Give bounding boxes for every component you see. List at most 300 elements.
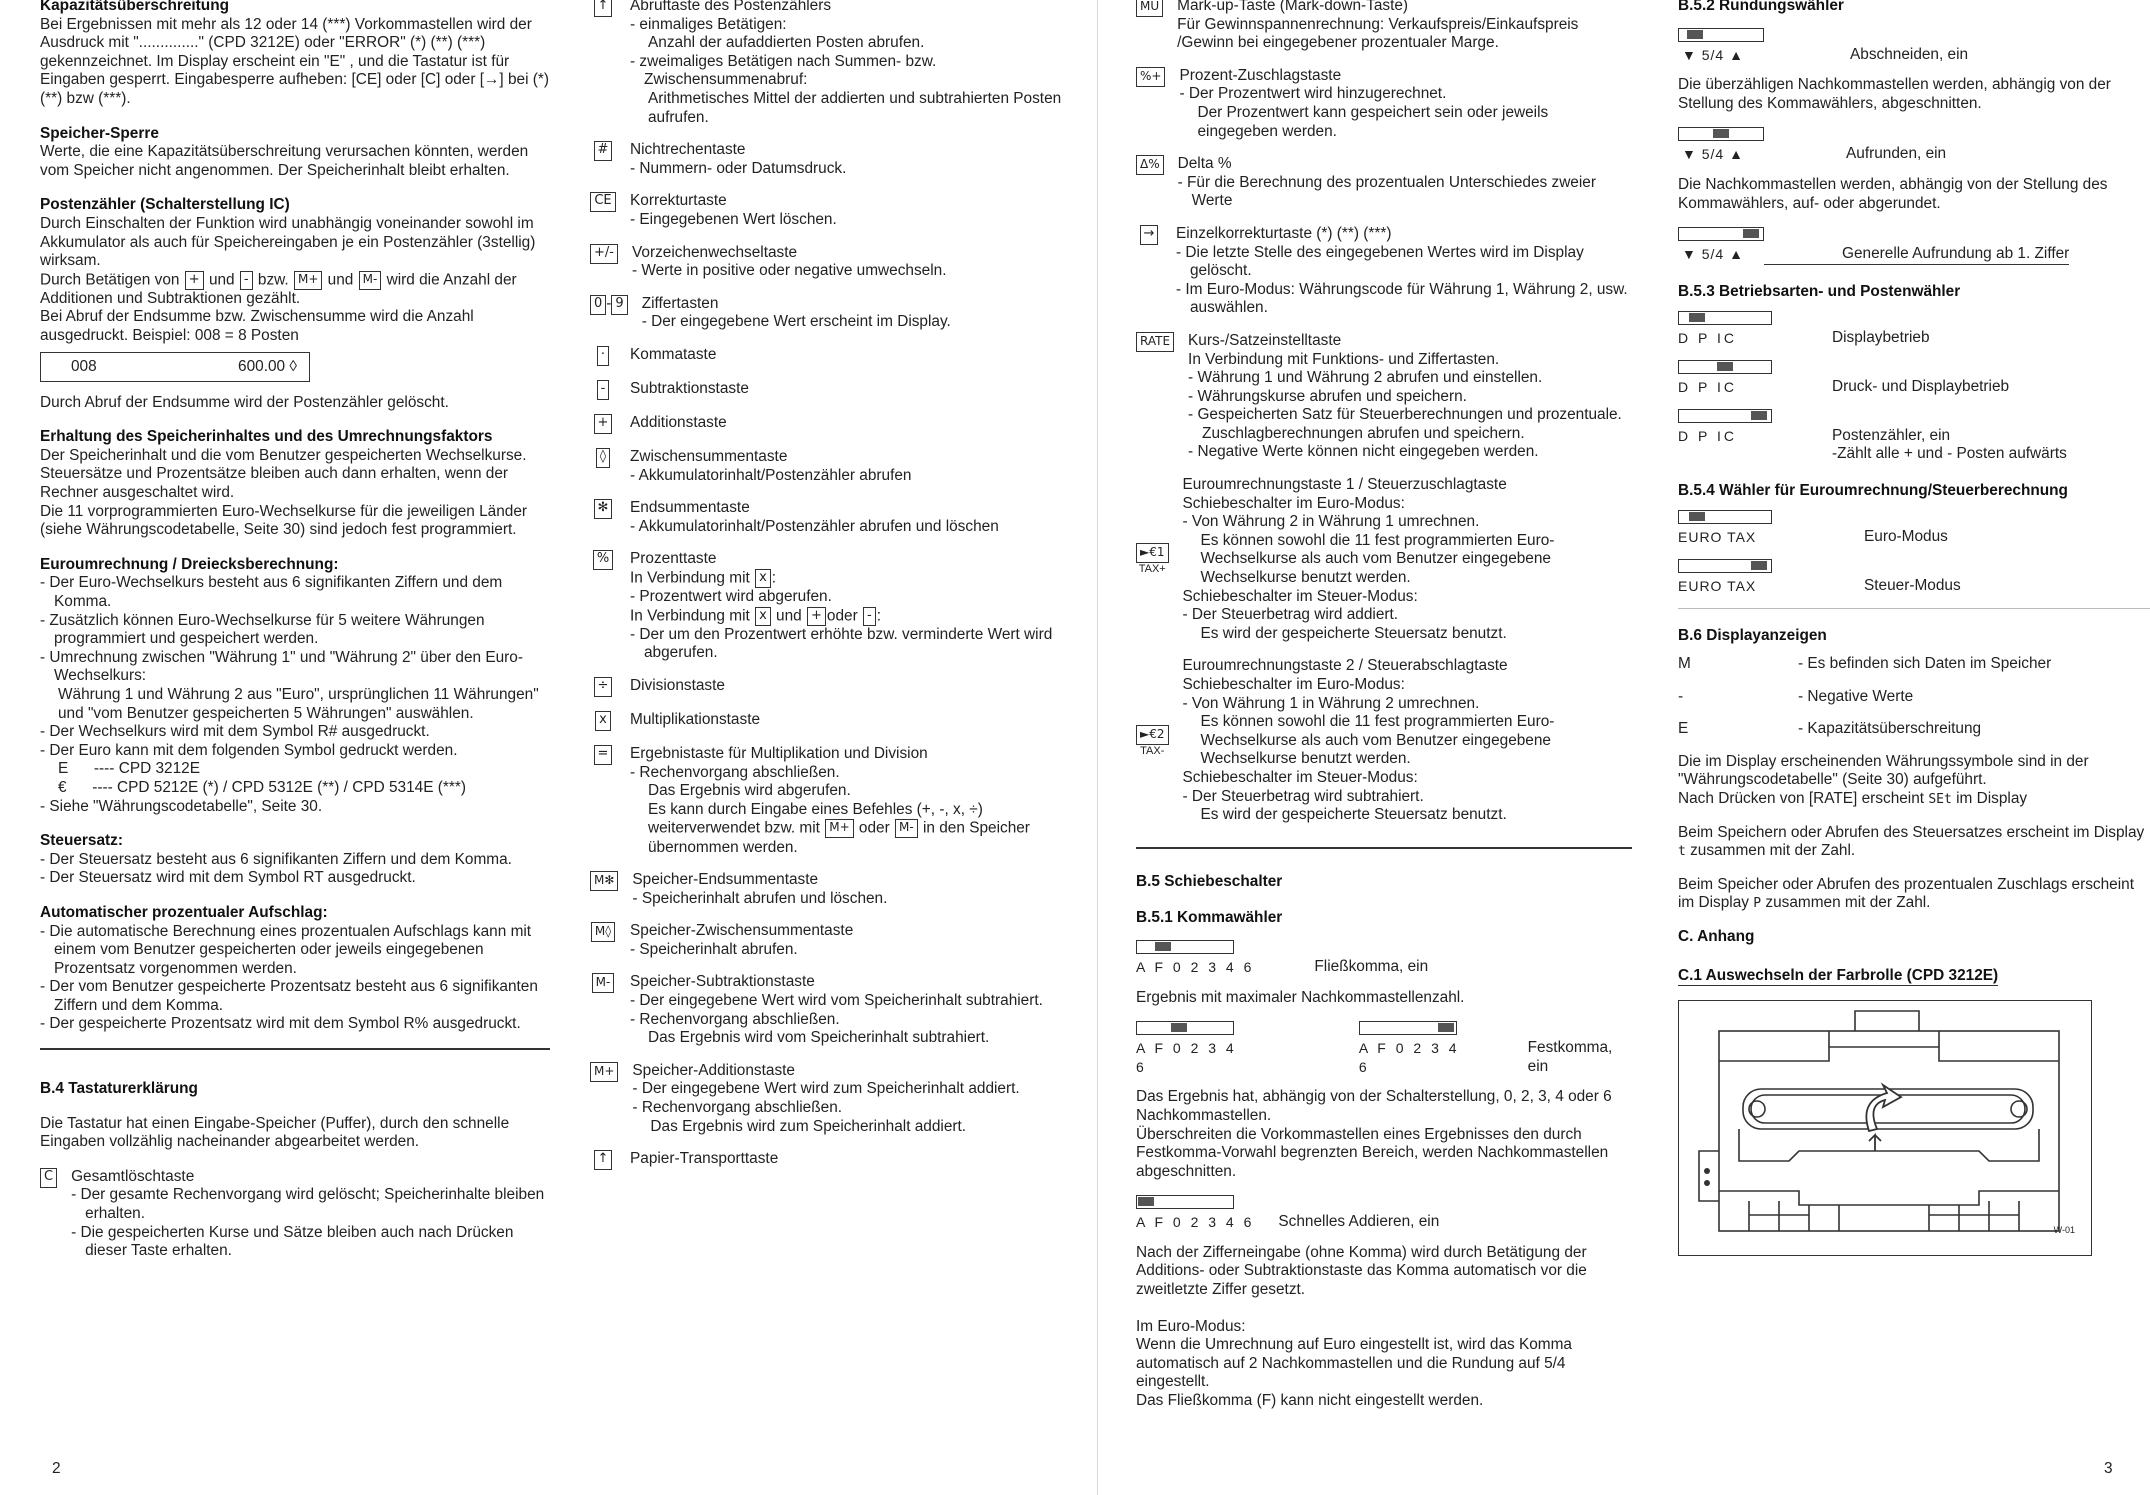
- minus-key-icon: -: [863, 607, 876, 626]
- text: :: [876, 607, 881, 625]
- text: bzw.: [257, 271, 289, 289]
- paragraph: Durch Einschalten der Funktion wird unabhängig voneinander sowohl im Akkumulator als auch für Speichereingaben je ein Postenzähler (3stellig) wirksam.: [40, 214, 536, 270]
- list-item: - Der um den Prozentwert erhöhte bzw. verminderte Wert wird abgerufen.: [630, 626, 1070, 663]
- page-number: 2: [52, 1460, 61, 1478]
- ribbon-replacement-figure: [1678, 1000, 2092, 1256]
- switch-scale: A F 0 2 3 4 6: [1136, 1040, 1237, 1075]
- heading: C. Anhang: [1678, 928, 1755, 946]
- percent-plus-key-icon: %+: [1136, 67, 1165, 87]
- display-symbol: E: [1678, 720, 1689, 738]
- key-title: Prozent-Zuschlagstaste: [1179, 66, 1342, 84]
- switch-scale: ▼ 5/4 ▲: [1682, 46, 1744, 63]
- switch-track: [1136, 940, 1234, 954]
- list-item: - Der eingegebene Wert erscheint im Display.: [642, 313, 1070, 332]
- paragraph: Ergebnis mit maximaler Nachkommastellenzahl.: [1136, 988, 1465, 1006]
- paragraph: Bei Abruf der Endsumme bzw. Zwischensumme wird die Anzahl ausgedruckt. Beispiel: 008 = 8 Posten: [40, 308, 474, 345]
- key-entry-euro-2: [1136, 657, 1632, 824]
- switch-knob: [1689, 512, 1705, 521]
- switch-diagram: [1678, 227, 1764, 264]
- list-subitem: E ---- CPD 3212E: [58, 760, 200, 778]
- text: Beim Speicher oder Abrufen des prozentualen Zuschlags erscheint im Display: [1678, 875, 2134, 912]
- key-title: Einzelkorrekturtaste (*) (**) (***): [1176, 224, 1392, 242]
- key-entry-rate: [1136, 332, 1632, 462]
- switch-knob: [1751, 561, 1767, 570]
- display-symbol: P: [1753, 896, 1762, 912]
- list-subitem: Das Ergebnis wird abgerufen.: [648, 782, 851, 800]
- paragraph: Schiebeschalter im Euro-Modus:: [1182, 676, 1405, 693]
- switch-text-line: -Zählt alle + und - Posten aufwärts: [1832, 445, 2067, 463]
- key-title: Delta %: [1177, 155, 1232, 173]
- paragraph: Das Ergebnis hat, abhängig von der Schalterstellung, 0, 2, 3, 4 oder 6 Nachkommastellen.: [1136, 1088, 1612, 1124]
- paragraph: Die 11 vorprogrammierten Euro-Wechselkurse für die jeweiligen Länder (siehe Währungscodetabelle, Seite 30) sind jedoch fest programmiert.: [40, 502, 528, 539]
- switch-diagram: [1359, 1021, 1472, 1076]
- heading: B.4 Tastaturerklärung: [40, 1080, 198, 1098]
- switch-row-tax: [1678, 559, 2150, 596]
- switch-row-euro: [1678, 510, 2150, 547]
- list-item: - Der gespeicherte Prozentsatz wird mit dem Symbol R% ausgedruckt.: [40, 1015, 550, 1034]
- heading: B.5 Schiebeschalter: [1136, 872, 1283, 890]
- multiply-key-icon: x: [595, 711, 611, 731]
- list-subitem: Es wird der gespeicherte Steuersatz benutzt.: [1200, 624, 1507, 642]
- switch-knob: [1171, 1023, 1187, 1032]
- list-item: - Der Steuerbetrag wird subtrahiert.: [1183, 788, 1633, 807]
- key-title: Speicher-Additionstaste: [632, 1061, 795, 1079]
- switch-row-counter: [1678, 409, 2150, 464]
- paragraph: [1678, 790, 2150, 810]
- item-count-key-icon: ↑: [594, 0, 613, 17]
- paragraph: Bei Ergebnissen mit mehr als 12 oder 14 (***) Vorkommastellen wird der Ausdruck mit ".............." (CPD 3212E) oder "ERROR" (*) (**) (***) gekennzeichnet. Im Display erscheint ein "E" , und die Tastatur ist für Eingaben gesperrt. Eingabesperre aufheben: [CE] oder [C] oder [→] bei (*) (**) bzw (***).: [40, 15, 550, 107]
- paragraph: Der Speicherinhalt und die vom Benutzer gespeicherten Wechselkurse. Steuersätze und Prozentsätze bleiben auch dann erhalten, wenn der Rechner ausgeschaltet wird.: [40, 446, 527, 502]
- heading: Speicher-Sperre: [40, 124, 159, 142]
- paragraph: Die Nachkommastellen werden, abhängig von der Stellung des Kommawählers, auf- oder abgerundet.: [1678, 175, 2108, 212]
- decimal-key-icon: ·: [597, 346, 609, 366]
- switch-row-fixed: [1136, 1021, 1632, 1076]
- memory-minus-key-icon: M-: [359, 271, 382, 290]
- switch-diagram: [1678, 127, 1764, 164]
- paragraph: Die im Display erscheinenden Währungssymbole sind in der "Währungscodetabelle" (Seite 30) aufgeführt.: [1678, 752, 2089, 789]
- figure-label: W-01: [2053, 1225, 2075, 1236]
- key-title: Gesamtlöschtaste: [71, 1167, 195, 1185]
- key-title: Additionstaste: [630, 413, 727, 431]
- list-item: - Umrechnung zwischen "Währung 1" und "Währung 2" über den Euro-Wechselkurs:: [40, 649, 550, 686]
- dot-icon: [1704, 1180, 1710, 1186]
- text: im Display: [1956, 790, 2028, 808]
- key-title: Zwischensummentaste: [630, 447, 788, 465]
- heading: B.6 Displayanzeigen: [1678, 626, 1827, 644]
- memory-minus-key-icon: M-: [895, 819, 918, 838]
- switch-diagram: [1136, 1021, 1249, 1076]
- switch-track: [1678, 127, 1764, 141]
- switch-track: [1359, 1021, 1457, 1035]
- list-subitem: Währung 1 und Währung 2 aus "Euro", ursprünglichen 11 Währungen" und "vom Benutzer gespeicherten 5 Währungen" auswählen.: [58, 685, 539, 722]
- euro-2-key-icon: ►€2: [1136, 725, 1169, 745]
- text: oder: [858, 819, 890, 837]
- list-item: - Speicherinhalt abrufen und löschen.: [632, 890, 1070, 909]
- switch-scale: D P IC: [1678, 378, 1737, 395]
- display-symbol: t: [1678, 844, 1686, 860]
- text: Beim Speichern oder Abrufen des Steuersatzes erscheint im Display: [1678, 823, 2145, 841]
- plus-key-icon: +: [185, 271, 204, 290]
- list-subitem: Anzahl der aufaddierten Posten abrufen.: [648, 34, 925, 52]
- key-description: [1188, 332, 1632, 462]
- switch-track: [1678, 311, 1772, 325]
- switch-diagram: [1136, 940, 1254, 977]
- list-item: - Die letzte Stelle des eingegebenen Wertes wird im Display gelöscht.: [1176, 244, 1632, 281]
- switch-knob: [1743, 229, 1759, 238]
- switch-scale: A F 0 2 3 4 6: [1358, 1040, 1460, 1075]
- key-icon-wrap: [1136, 332, 1174, 462]
- text: und: [208, 271, 235, 289]
- key-entry-euro-1: [1136, 476, 1632, 643]
- key-title: Speicher-Endsummentaste: [632, 871, 819, 889]
- list-item: - Im Euro-Modus: Währungscode für Währung 1, Währung 2, usw. auswählen.: [1176, 281, 1632, 318]
- switch-text: Euro-Modus: [1864, 528, 1948, 546]
- list-item: - Währung 1 und Währung 2 abrufen und einstellen.: [1188, 369, 1632, 388]
- percent-key-icon: %: [593, 550, 613, 570]
- paragraph: Im Euro-Modus:: [1136, 1317, 1246, 1335]
- switch-knob: [1687, 30, 1703, 39]
- switch-text: Festkomma, ein: [1527, 1039, 1613, 1075]
- switch-track: [1678, 227, 1764, 241]
- key-description: [1178, 155, 1632, 211]
- paragraph: Die überzähligen Nachkommastellen werden, abhängig von der Stellung des Kommawählers, abgeschnitten.: [1678, 76, 2111, 112]
- list-item: - Der gesamte Rechenvorgang wird gelöscht; Speicherinhalte bleiben erhalten.: [71, 1186, 550, 1223]
- switch-diagram: [1136, 1195, 1254, 1232]
- display-symbol: SEt: [1928, 792, 1952, 808]
- tax-plus-label: TAX+: [1138, 563, 1166, 576]
- switch-row-print: [1678, 360, 2150, 397]
- paragraph: Für Gewinnspannenrechnung: Verkaufspreis/Einkaufspreis /Gewinn bei eingegebener prozentualer Marge.: [1177, 15, 1579, 52]
- paragraph: Schiebeschalter im Steuer-Modus:: [1182, 768, 1418, 786]
- key-entry-delta: [1136, 155, 1632, 211]
- memory-subtotal-key-icon: M◊: [591, 922, 615, 942]
- section-rule: [1678, 608, 2150, 609]
- paragraph: Werte, die eine Kapazitätsüberschreitung verursachen könnten, werden vom Speicher nicht angenommen. Der Speicherinhalt bleibt erhalten.: [40, 143, 529, 179]
- switch-knob: [1438, 1023, 1454, 1032]
- heading: Automatischer prozentualer Aufschlag:: [40, 903, 328, 921]
- switch-scale: EURO TAX: [1678, 529, 1757, 546]
- display-symbol-row: [1678, 720, 2150, 739]
- switch-scale: D P IC: [1678, 330, 1737, 347]
- list-item: - Der Euro-Wechselkurs besteht aus 6 signifikanten Ziffern und dem Komma.: [40, 574, 550, 611]
- text: In Verbindung mit: [630, 569, 750, 587]
- list-item: - Der Prozentwert wird hinzugerechnet.: [1179, 85, 1632, 104]
- paragraph: Die Tastatur hat einen Eingabe-Speicher (Puffer), durch den schnelle Eingaben vollzählig nacheinander abgearbeitet werden.: [40, 1114, 510, 1151]
- key-icon-wrap: [1136, 155, 1164, 211]
- switch-row-cut: [1678, 28, 2150, 65]
- list-subitem: Der Prozentwert kann gespeichert sein oder jeweils eingegeben werden.: [1197, 103, 1549, 140]
- list-item: - Die automatische Berechnung eines prozentualen Aufschlags kann mit einem vom Benutzer gespeicherten oder jeweils eingegebenen Prozentsatz vorgenommen werden.: [40, 923, 550, 979]
- list-item: - Siehe "Währungscodetabelle", Seite 30.: [40, 798, 550, 817]
- switch-text: Aufrunden, ein: [1846, 145, 1947, 163]
- text: wird die Anzahl der Additionen und Subtraktionen gezählt.: [40, 271, 517, 307]
- zero-key-icon: 0: [590, 295, 606, 315]
- list-subitem: Das Ergebnis wird zum Speicherinhalt addiert.: [650, 1117, 967, 1135]
- memory-total-key-icon: M✻: [590, 871, 618, 891]
- page-number: 3: [2104, 1460, 2113, 1478]
- paragraph: In Verbindung mit Funktions- und Ziffertasten.: [1188, 350, 1500, 368]
- switch-text: Abschneiden, ein: [1850, 45, 1969, 63]
- switch-text: Fließkomma, ein: [1314, 957, 1429, 975]
- list-subitem: Es können sowohl die 11 fest programmierten Euro-Wechselkurse als auch vom Benutzer eingegebene Wechselkurse benutzt werden.: [1200, 713, 1555, 768]
- list-item: - Der eingegebene Wert wird vom Speicherinhalt subtrahiert.: [630, 992, 1070, 1011]
- list-item: - Akkumulatorinhalt/Postenzähler abrufen: [630, 467, 1070, 486]
- list-subitem: € ---- CPD 5212E (*) / CPD 5312E (**) / CPD 5314E (***): [58, 778, 466, 796]
- display-symbol: -: [1678, 687, 1684, 705]
- printer-diagram: [1679, 1001, 2092, 1256]
- switch-track: [1678, 28, 1764, 42]
- list-item: - Rechenvorgang abschließen.: [632, 1099, 1070, 1118]
- switch-scale: ▼ 5/4 ▲: [1682, 246, 1744, 263]
- list-item: - Von Währung 1 in Währung 2 umrechnen.: [1183, 695, 1633, 714]
- multiply-key-icon: x: [755, 607, 771, 626]
- section-rule: [1136, 847, 1632, 849]
- key-title: Endsummentaste: [630, 499, 750, 517]
- text: zusammen mit der Zahl.: [1765, 894, 1931, 912]
- total-key-icon: ✻: [594, 499, 613, 519]
- switch-scale: A F 0 2 3 4 6: [1136, 958, 1255, 975]
- memory-plus-key-icon: M+: [294, 271, 322, 290]
- list-item: - Speicherinhalt abrufen.: [630, 941, 1070, 960]
- memory-plus-key-icon: M+: [825, 819, 853, 838]
- switch-diagram: [1678, 409, 1772, 446]
- switch-text: Displaybetrieb: [1832, 329, 1930, 347]
- list-item: - einmaliges Betätigen:: [630, 16, 1070, 35]
- heading: B.5.3 Betriebsarten- und Postenwähler: [1678, 282, 1961, 300]
- memory-plus-key-icon: M+: [590, 1062, 618, 1082]
- subheading: C.1 Auswechseln der Farbrolle (CPD 3212E): [1678, 967, 1998, 987]
- key-title: Nichtrechentaste: [630, 141, 746, 159]
- switch-text: Schnelles Addieren, ein: [1278, 1213, 1440, 1231]
- key-description: [1183, 476, 1633, 643]
- key-title: Mark-up-Taste (Mark-down-Taste): [1177, 0, 1409, 14]
- subheading: B.5.1 Kommawähler: [1136, 909, 1283, 927]
- paragraph: Schiebeschalter im Steuer-Modus:: [1182, 587, 1418, 605]
- c-key-icon: C: [40, 1168, 57, 1188]
- switch-knob: [1138, 1197, 1154, 1206]
- key-entry-markup: [1136, 0, 1632, 53]
- list-subitem: Arithmetisches Mittel der addierten und subtrahierten Posten aufrufen.: [648, 89, 1062, 126]
- display-symbol-row: [1678, 688, 2150, 707]
- switch-row-float: [1136, 940, 1632, 977]
- paragraph: Überschreiten die Vorkommastellen eines Ergebnisses den durch Festkomma-Vorwahl begrenzten Bereich, werden Nachkommastellen abgeschnitten.: [1136, 1125, 1609, 1180]
- hash-key-icon: #: [594, 141, 613, 161]
- key-title: Euroumrechnungstaste 1 / Steuerzuschlagtaste: [1182, 476, 1507, 494]
- switch-text: [1772, 409, 2067, 464]
- printout-count: 008: [71, 357, 97, 375]
- list-item: - Der Steuersatz wird mit dem Symbol RT ausgedruckt.: [40, 869, 550, 888]
- list-item: - Von Währung 2 in Währung 1 umrechnen.: [1183, 513, 1633, 532]
- key-title: Subtraktionstaste: [630, 379, 749, 397]
- key-title: Papier-Transporttaste: [630, 1150, 779, 1168]
- plus-key-icon: +: [594, 414, 613, 434]
- markup-key-icon: MU: [1136, 0, 1163, 17]
- sign-change-key-icon: +/-: [590, 244, 618, 264]
- ce-key-icon: CE: [590, 192, 615, 212]
- text: und: [327, 271, 354, 289]
- key-icon-wrap: [1136, 67, 1165, 141]
- key-icon-wrap: 0 - 9: [590, 295, 628, 332]
- nine-key-icon: 9: [611, 295, 627, 315]
- key-title: Euroumrechnungstaste 2 / Steuerabschlagtaste: [1182, 657, 1508, 675]
- text: Nach Drücken von [RATE] erscheint: [1678, 790, 1925, 808]
- section-b5: [1136, 873, 1632, 1411]
- key-title: Divisionstaste: [630, 676, 725, 694]
- switch-diagram: [1678, 360, 1772, 397]
- key-title: Speicher-Zwischensummentaste: [630, 922, 854, 940]
- heading: Kapazitätsüberschreitung: [40, 0, 230, 14]
- list-item: - Gespeicherten Satz für Steuerberechnungen und prozentuale. Zuschlagberechnungen abrufen und speichern.: [1188, 406, 1632, 443]
- list-item: - Der Wechselkurs wird mit dem Symbol R# ausgedruckt.: [40, 723, 550, 742]
- heading: Erhaltung des Speicherinhaltes und des Umrechnungsfaktors: [40, 428, 493, 446]
- arrow-right-key-icon: →: [1140, 225, 1159, 245]
- tax-minus-label: TAX-: [1140, 744, 1165, 757]
- key-description: [1176, 225, 1632, 318]
- key-icon-wrap: [1136, 657, 1169, 824]
- key-icon-wrap: [1136, 0, 1163, 53]
- text: In Verbindung mit: [630, 607, 750, 625]
- key-title: Kommataste: [630, 345, 717, 363]
- divide-key-icon: ÷: [594, 677, 613, 697]
- switch-text: Steuer-Modus: [1864, 576, 1961, 594]
- list-item: - Der Steuerbetrag wird addiert.: [1183, 606, 1633, 625]
- display-symbol: M: [1678, 655, 1691, 673]
- display-symbol-text: - Es befinden sich Daten im Speicher: [1798, 655, 2052, 673]
- switch-diagram: [1678, 510, 1772, 547]
- paper-feed-key-icon: ↑: [594, 1150, 613, 1170]
- list-item: - Rechenvorgang abschließen.: [630, 1011, 1070, 1030]
- minus-key-icon: -: [240, 271, 253, 290]
- list-item: - Der Euro kann mit dem folgenden Symbol gedruckt werden.: [40, 742, 550, 761]
- key-title: Ziffertasten: [641, 294, 719, 312]
- switch-track: [1678, 559, 1772, 573]
- list-subitem: Es wird der gespeicherte Steuersatz benutzt.: [1200, 806, 1507, 824]
- list-subitem: Es können sowohl die 11 fest programmierten Euro-Wechselkurse als auch vom Benutzer eingegebene Wechselkurse benutzt werden.: [1200, 531, 1555, 587]
- equals-key-icon: =: [594, 745, 613, 765]
- key-title: Speicher-Subtraktionstaste: [630, 973, 815, 991]
- switch-text: Generelle Aufrundung ab 1. Ziffer: [1764, 227, 2069, 265]
- key-title: Prozenttaste: [630, 550, 717, 568]
- list-item: - Für die Berechnung des prozentualen Unterschiedes zweier Werte: [1178, 174, 1632, 211]
- list-item: - Der vom Benutzer gespeicherte Prozentsatz besteht aus 6 signifikanten Ziffern und dem Komma.: [40, 978, 550, 1015]
- list-item: - Rechenvorgang abschließen.: [630, 764, 1070, 783]
- list-item: - Der Steuersatz besteht aus 6 signifikanten Ziffern und dem Komma.: [40, 851, 550, 870]
- switch-diagram: [1678, 559, 1772, 596]
- plus-key-icon: +: [807, 607, 826, 626]
- paragraph: Wenn die Umrechnung auf Euro eingestellt ist, wird das Komma automatisch auf 2 Nachkommastellen und die Rundung auf 5/4 eingestellt.: [1136, 1336, 1572, 1391]
- multiply-key-icon: x: [755, 569, 771, 588]
- list-item: - Zusätzlich können Euro-Wechselkurse für 5 weitere Währungen programmiert und gespeichert werden.: [40, 612, 550, 649]
- key-title: Vorzeichenwechseltaste: [631, 243, 798, 261]
- text: Es kann durch Eingabe eines Befehles (+, -, x, ÷) weiterverwendet bzw. mit: [648, 800, 983, 837]
- display-symbol-text: - Kapazitätsüberschreitung: [1798, 720, 1982, 738]
- heading: Postenzähler (Schalterstellung IC): [40, 196, 290, 214]
- switch-row-display: [1678, 311, 2150, 348]
- text: Durch Betätigen von: [40, 271, 180, 289]
- text: und: [776, 607, 802, 625]
- text: oder: [826, 607, 858, 625]
- printout-value: 600.00 ◊: [238, 357, 297, 375]
- display-symbol-row: [1678, 655, 2150, 674]
- paragraph: [1678, 824, 2150, 862]
- memory-minus-key-icon: M-: [592, 973, 615, 993]
- list-item: - Akkumulatorinhalt/Postenzähler abrufen und löschen: [630, 518, 1070, 537]
- key-description: [1177, 0, 1632, 53]
- list-item: - Negative Werte können nicht eingegeben werden.: [1188, 443, 1632, 462]
- key-icon-wrap: [1136, 476, 1169, 643]
- key-title: Kurs-/Satzeinstelltaste: [1188, 331, 1342, 349]
- text: in den Speicher übernommen werden.: [648, 819, 1030, 856]
- text: zusammen mit der Zahl.: [1690, 842, 1856, 860]
- key-title: Abruftaste des Postenzählers: [630, 0, 832, 14]
- paragraph: [1678, 876, 2150, 914]
- switch-diagram: [1678, 28, 1764, 65]
- list-item: - Die gespeicherten Kurse und Sätze bleiben auch nach Drücken dieser Taste erhalten.: [71, 1224, 550, 1261]
- switch-row-general: [1678, 227, 2150, 265]
- switch-scale: ▼ 5/4 ▲: [1682, 146, 1744, 163]
- list-item: - Währungskurse abrufen und speichern.: [1188, 388, 1632, 407]
- switch-knob: [1713, 129, 1729, 138]
- key-title: Korrekturtaste: [630, 192, 727, 210]
- switch-knob: [1717, 362, 1733, 371]
- heading: Euroumrechnung / Dreiecksberechnung:: [40, 555, 339, 573]
- switch-diagram: [1678, 311, 1772, 348]
- switch-row-round: [1678, 127, 2150, 164]
- switch-scale: A F 0 2 3 4 6: [1136, 1214, 1255, 1231]
- switch-track: [1136, 1021, 1234, 1035]
- right-column-2: [1678, 0, 2150, 1256]
- key-description: [1183, 657, 1633, 824]
- paragraph: Nach der Zifferneingabe (ohne Komma) wird durch Betätigung der Additions- oder Subtraktionstaste das Komma automatisch vor die zweitletzte Ziffer gesetzt.: [1136, 1243, 1587, 1299]
- minus-key-icon: -: [597, 380, 610, 400]
- heading: Steuersatz:: [40, 832, 123, 850]
- switch-knob: [1155, 942, 1171, 951]
- list-item: - Der eingegebene Wert wird zum Speicherinhalt addiert.: [632, 1080, 1070, 1099]
- list-item: - Nummern- oder Datumsdruck.: [630, 160, 1070, 179]
- heading: B.5.4 Wähler für Euroumrechnung/Steuerberechnung: [1678, 481, 2068, 499]
- rate-key-icon: RATE: [1136, 332, 1174, 352]
- list-subitem: Das Ergebnis wird vom Speicherinhalt subtrahiert.: [648, 1029, 990, 1047]
- switch-row-add: [1136, 1195, 1632, 1232]
- list-item: - Prozentwert wird abgerufen.: [630, 588, 1070, 607]
- switch-scale: EURO TAX: [1678, 577, 1757, 594]
- switch-knob: [1689, 313, 1705, 322]
- switch-text-line: Postenzähler, ein: [1832, 426, 1951, 444]
- subtotal-key-icon: ◊: [596, 448, 610, 468]
- display-symbol-text: - Negative Werte: [1798, 687, 1914, 705]
- switch-scale: D P IC: [1678, 427, 1737, 444]
- key-description: [1179, 67, 1632, 141]
- list-item: - Eingegebenen Wert löschen.: [630, 211, 1070, 230]
- dot-icon: [1704, 1168, 1710, 1174]
- euro-1-key-icon: ►€1: [1136, 543, 1169, 563]
- list-item: - zweimaliges Betätigen nach Summen- bzw. Zwischensummenabruf:: [630, 53, 1070, 90]
- switch-track: [1136, 1195, 1234, 1209]
- key-entry-percent-add: [1136, 67, 1632, 141]
- key-title: Multiplikationstaste: [630, 710, 761, 728]
- list-item: - Werte in positive oder negative umwechseln.: [632, 262, 1070, 281]
- key-title: Ergebnistaste für Multiplikation und Division: [630, 744, 928, 762]
- switch-track: [1678, 409, 1772, 423]
- switch-text: Druck- und Displaybetrieb: [1832, 377, 2010, 395]
- delta-percent-key-icon: Δ%: [1136, 155, 1164, 175]
- key-entry-backspace: [1136, 225, 1632, 318]
- paragraph: Durch Abruf der Endsumme wird der Postenzähler gelöscht.: [40, 393, 449, 411]
- switch-track: [1678, 510, 1772, 524]
- heading: B.5.2 Rundungswähler: [1678, 0, 1844, 14]
- right-column-1: [1136, 0, 1632, 1411]
- switch-track: [1678, 360, 1772, 374]
